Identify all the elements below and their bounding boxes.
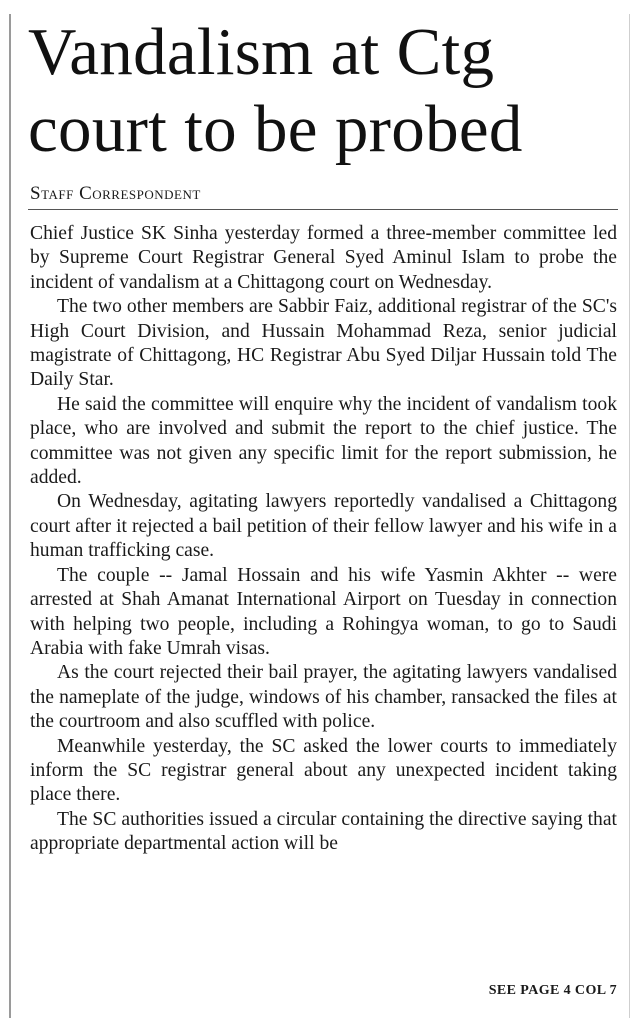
paragraph-8: The SC authorities issued a circular containing the directive saying that appropriate departmental action will be bbox=[30, 808, 617, 855]
paragraph-2: The two other members are Sabbir Faiz, additional registrar of the SC's High Court Division, and Hussain Mohammad Reza, senior judicial magistrate of Chittagong, HC Registrar Abu Syed Diljar Hussain told The Daily Star. bbox=[30, 296, 617, 391]
continuation-jump-line: SEE PAGE 4 COL 7 bbox=[488, 983, 617, 998]
paragraph-3: He said the committee will enquire why the incident of vandalism took place, who are involved and submit the report to the chief justice. The committee was not given any specific limit for the report submission, he added. bbox=[30, 393, 617, 489]
paragraph-6: As the court rejected their bail prayer, the agitating lawyers vandalised the nameplate of the judge, windows of his chamber, ransacked the files at the courtroom and also scuffled with police. bbox=[30, 662, 617, 733]
headline bbox=[28, 14, 628, 168]
article-body bbox=[30, 222, 617, 857]
byline-divider bbox=[28, 209, 618, 210]
column-rule-left bbox=[9, 14, 11, 1018]
headline-line-2: court to be probed bbox=[28, 92, 523, 166]
paragraph-7: Meanwhile yesterday, the SC asked the lower courts to immediately inform the SC registrar general about any unexpected incident taking place there. bbox=[30, 735, 617, 806]
paragraph-4: On Wednesday, agitating lawyers reportedly vandalised a Chittagong court after it rejected a bail petition of their fellow lawyer and his wife in a human trafficking case. bbox=[30, 491, 617, 562]
paragraph-5: The couple -- Jamal Hossain and his wife Yasmin Akhter -- were arrested at Shah Amanat International Airport on Tuesday in connection with helping two people, including a Rohingya woman, to go to Saudi Arabia with fake Umrah visas. bbox=[30, 564, 617, 659]
byline: Staff Correspondent bbox=[30, 183, 201, 204]
headline-line-1: Vandalism at Ctg bbox=[28, 15, 495, 89]
paragraph-1: Chief Justice SK Sinha yesterday formed a three-member committee led by Supreme Court Registrar General Syed Aminul Islam to probe the incident of vandalism at a Chittagong court on Wednesday. bbox=[30, 223, 617, 293]
column-rule-right bbox=[629, 14, 630, 1018]
